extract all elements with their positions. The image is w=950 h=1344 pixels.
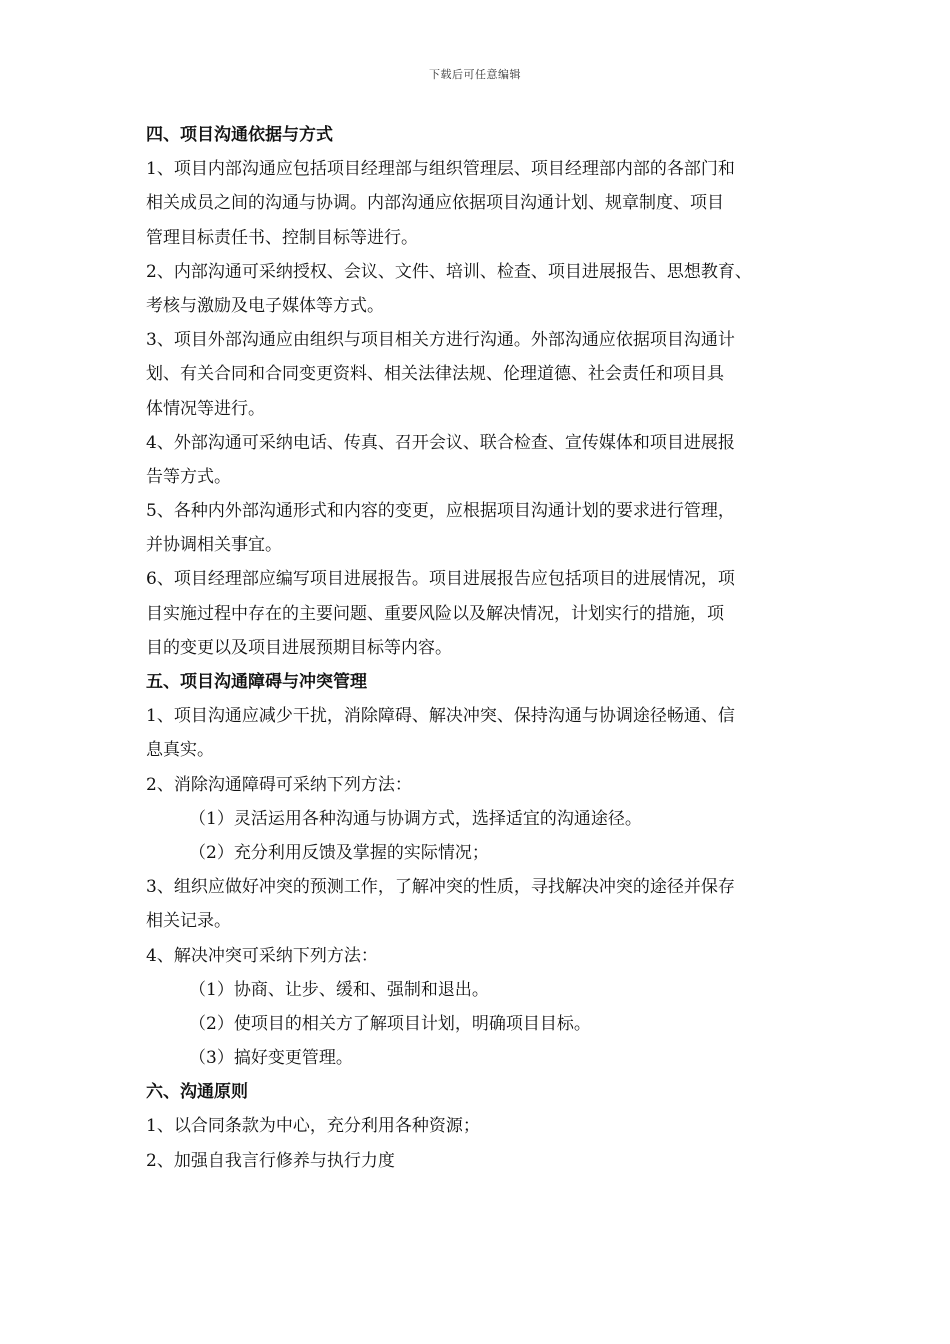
list-item: （1）协商、让步、缓和、强制和退出。: [189, 979, 489, 1000]
paragraph-line: 目实施过程中存在的主要问题、重要风险以及解决情况，计划实行的措施，项: [146, 603, 724, 624]
paragraph-line: 1、项目内部沟通应包括项目经理部与组织管理层、项目经理部内部的各部门和: [146, 159, 735, 180]
paragraph-line: 相关记录。: [146, 911, 231, 932]
paragraph-line: 1、以合同条款为中心，充分利用各种资源；: [146, 1116, 480, 1137]
section-heading-5: 五、项目沟通障碍与冲突管理: [146, 672, 367, 692]
paragraph-line: 1、项目沟通应减少干扰，消除障碍、解决冲突、保持沟通与协调途径畅通、信: [146, 706, 735, 727]
paragraph-line: 划、有关合同和合同变更资料、相关法律法规、伦理道德、社会责任和项目具: [146, 364, 724, 385]
page-header: 下载后可任意编辑: [429, 68, 521, 81]
paragraph-line: 2、消除沟通障碍可采纳下列方法：: [146, 774, 412, 795]
paragraph-line: 体情况等进行。: [146, 398, 265, 419]
paragraph-line: 相关成员之间的沟通与协调。内部沟通应依据项目沟通计划、规章制度、项目: [146, 193, 724, 214]
paragraph-line: 管理目标责任书、控制目标等进行。: [146, 227, 418, 248]
paragraph-line: 3、组织应做好冲突的预测工作，了解冲突的性质，寻找解决冲突的途径并保存: [146, 877, 735, 898]
paragraph-line: 4、解决冲突可采纳下列方法：: [146, 945, 378, 966]
list-item: （3）搞好变更管理。: [189, 1048, 353, 1069]
paragraph-line: 并协调相关事宜。: [146, 535, 282, 556]
paragraph-line: 告等方式。: [146, 466, 231, 487]
section-heading-6: 六、沟通原则: [146, 1082, 248, 1103]
paragraph-line: 3、项目外部沟通应由组织与项目相关方进行沟通。外部沟通应依据项目沟通计: [146, 330, 735, 351]
document-body: [146, 118, 826, 1178]
section-heading-4: 四、项目沟通依据与方式: [146, 125, 333, 145]
paragraph-line: 息真实。: [146, 740, 214, 761]
paragraph-line: 2、加强自我言行修养与执行力度: [146, 1150, 395, 1171]
paragraph-line: 目的变更以及项目进展预期目标等内容。: [146, 637, 452, 658]
paragraph-line: 5、各种内外部沟通形式和内容的变更，应根据项目沟通计划的要求进行管理，: [146, 501, 735, 522]
paragraph-line: 6、项目经理部应编写项目进展报告。项目进展报告应包括项目的进展情况，项: [146, 569, 735, 590]
list-item: （2）充分利用反馈及掌握的实际情况；: [189, 842, 489, 863]
paragraph-line: 考核与激励及电子媒体等方式。: [146, 295, 384, 316]
list-item: （2）使项目的相关方了解项目计划，明确项目目标。: [189, 1013, 591, 1034]
paragraph-line: 4、外部沟通可采纳电话、传真、召开会议、联合检查、宣传媒体和项目进展报: [146, 432, 735, 453]
paragraph-line: 2、内部沟通可采纳授权、会议、文件、培训、检查、项目进展报告、思想教育、: [146, 261, 752, 282]
list-item: （1）灵活运用各种沟通与协调方式，选择适宜的沟通途径。: [189, 808, 642, 829]
